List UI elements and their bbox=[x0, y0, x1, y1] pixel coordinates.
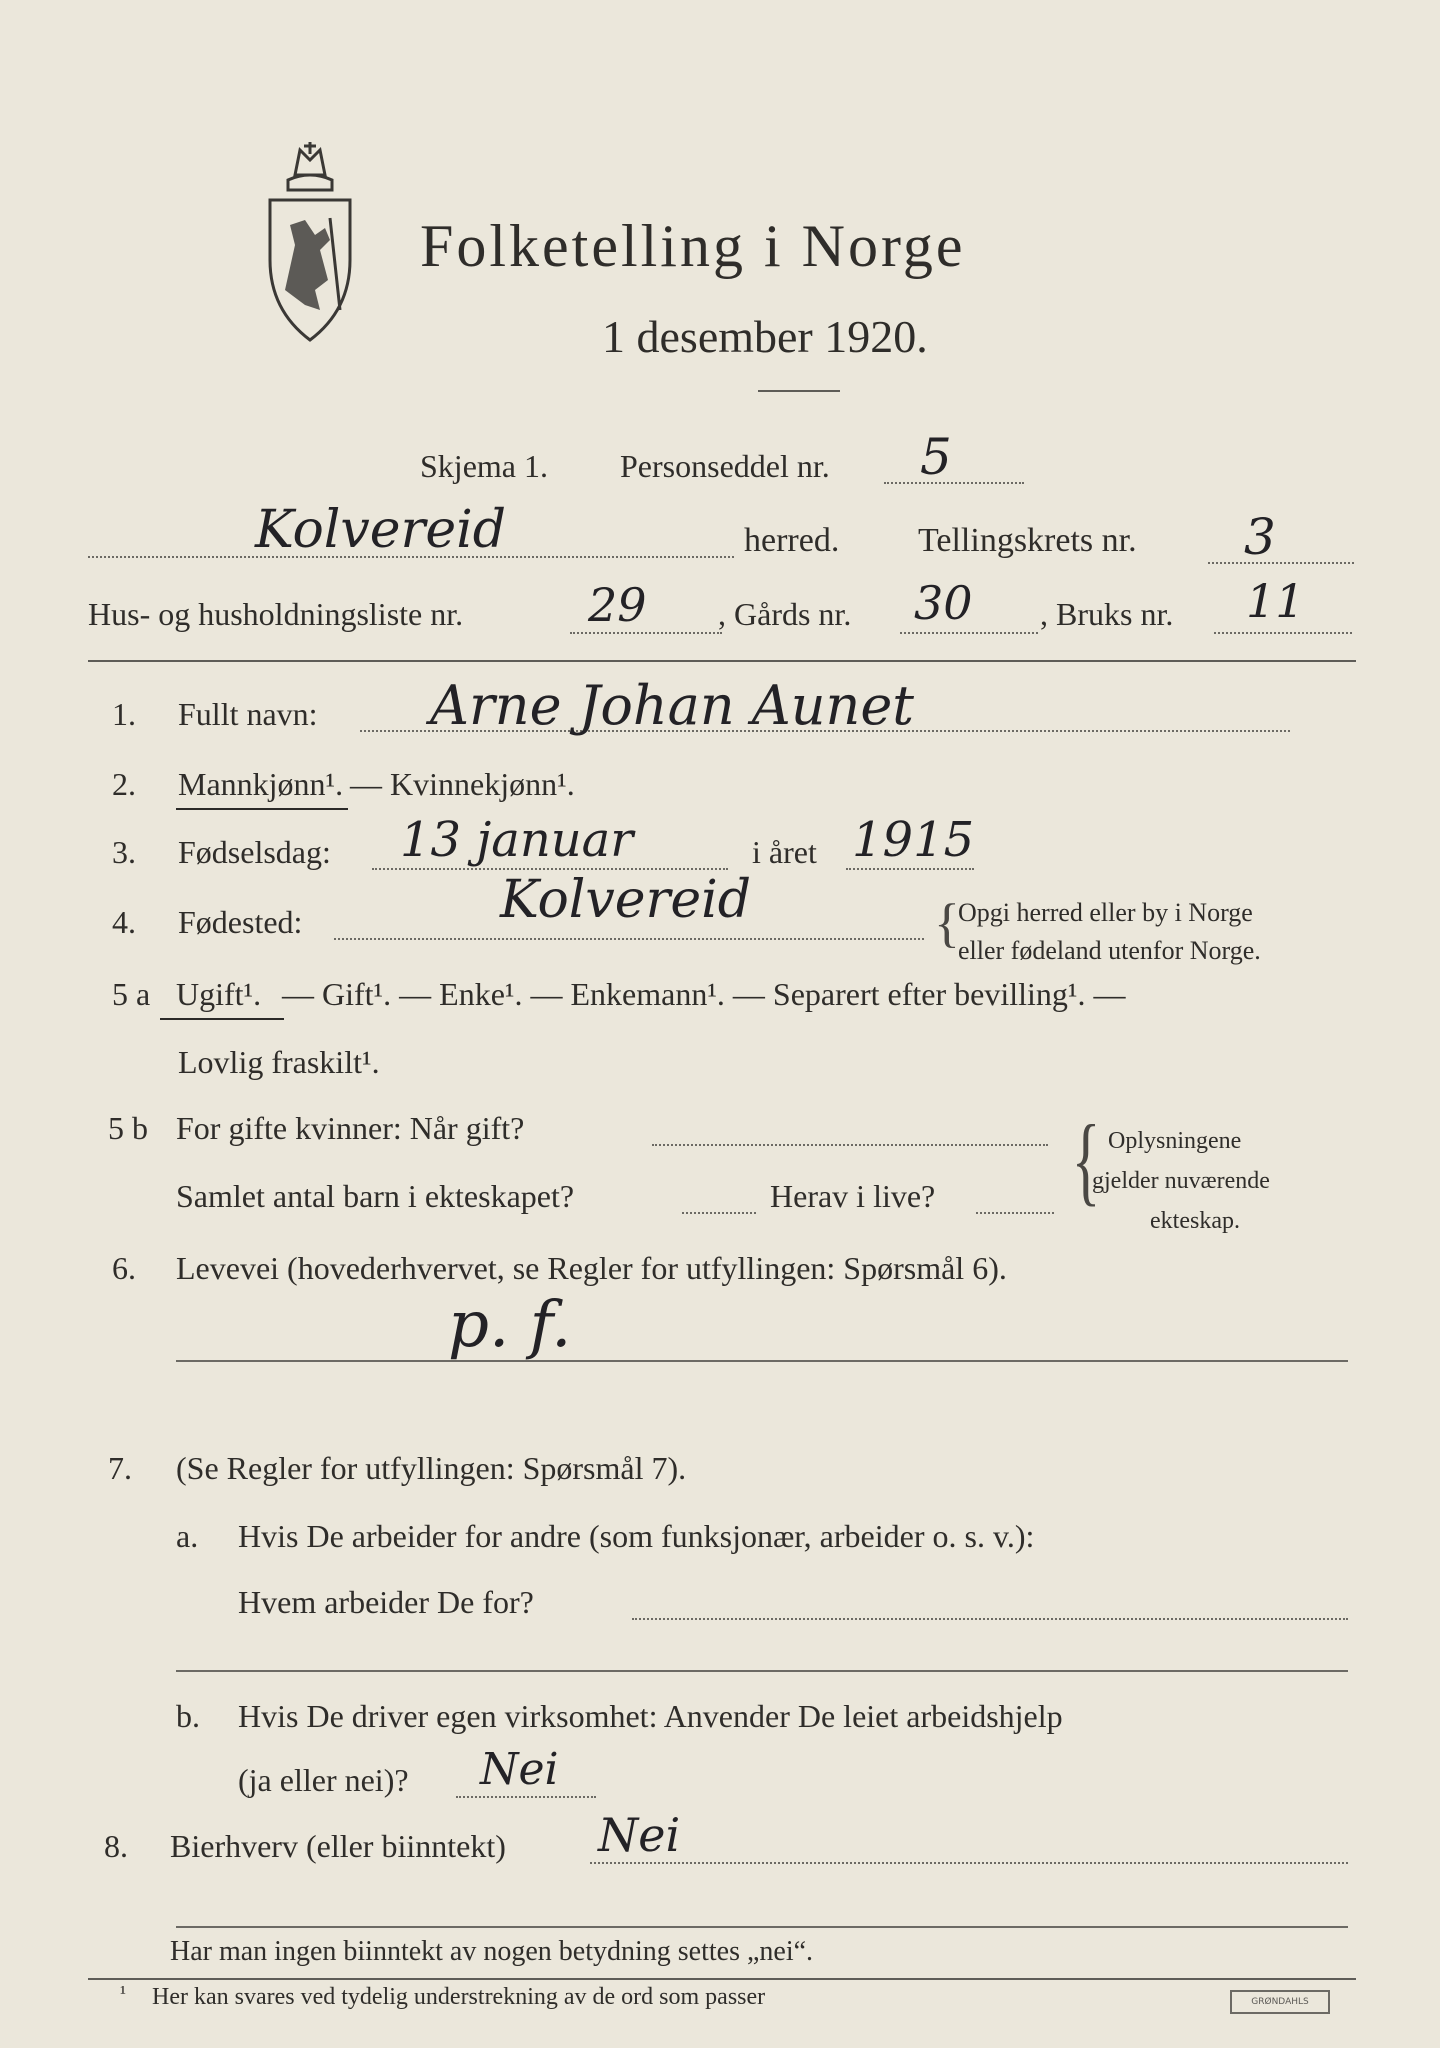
q7b-line2: (ja eller nei)? bbox=[238, 1762, 409, 1798]
q5b-children-label: Samlet antal barn i ekteskapet? bbox=[176, 1178, 575, 1214]
q5b-note-line3: ekteskap. bbox=[1150, 1208, 1240, 1234]
male-underline bbox=[176, 808, 348, 810]
q1-number: 1. bbox=[112, 696, 136, 732]
q5b-alive-label: Herav i live? bbox=[770, 1178, 936, 1214]
q3-year-label: i året bbox=[752, 834, 817, 870]
tellingskrets-value[interactable]: 3 bbox=[1244, 508, 1276, 566]
herred-value[interactable]: Kolvereid bbox=[255, 500, 507, 560]
q8-label: Bierhverv (eller biinntekt) bbox=[170, 1828, 506, 1864]
birthyear-value[interactable]: 1915 bbox=[852, 812, 975, 868]
q7a-line2: Hvem arbeider De for? bbox=[238, 1584, 534, 1620]
q7a-number: a. bbox=[176, 1518, 199, 1554]
q7b-dots bbox=[456, 1796, 596, 1798]
q5b-brace: { bbox=[1071, 1104, 1101, 1215]
q7a-line1: Hvis De arbeider for andre (som funksjonær, arbeider o. s. v.): bbox=[238, 1518, 1035, 1554]
q5b-number: 5 b bbox=[108, 1110, 148, 1146]
hus-value[interactable]: 29 bbox=[588, 578, 647, 632]
q8-number: 8. bbox=[104, 1828, 128, 1864]
hired-help-value[interactable]: Nei bbox=[480, 1744, 559, 1795]
occupation-value[interactable]: p. f. bbox=[448, 1288, 572, 1362]
bruks-label: , Bruks nr. bbox=[1040, 596, 1174, 632]
footer-divider bbox=[88, 1978, 1356, 1980]
q4-note-line2: eller fødeland utenfor Norge. bbox=[958, 936, 1261, 965]
q4-label: Fødested: bbox=[178, 904, 303, 940]
q5b-children-dots bbox=[682, 1212, 756, 1214]
q7b-number: b. bbox=[176, 1698, 200, 1734]
q6-number: 6. bbox=[112, 1250, 136, 1286]
gards-value[interactable]: 30 bbox=[914, 576, 973, 630]
form-title: Folketelling i Norge bbox=[420, 213, 966, 279]
personseddel-dots bbox=[884, 482, 1024, 484]
unmarried-underline bbox=[160, 1018, 284, 1020]
q6-label: Levevei (hovederhvervet, se Regler for utfyllingen: Spørsmål 6). bbox=[176, 1250, 1007, 1286]
full-name-value[interactable]: Arne Johan Aunet bbox=[430, 674, 914, 737]
q8-dots bbox=[590, 1862, 1348, 1864]
unmarried-option[interactable]: Ugift¹. bbox=[176, 976, 262, 1012]
q4-number: 4. bbox=[112, 904, 136, 940]
q5a-number: 5 a bbox=[112, 976, 151, 1012]
q5b-note-line1: Oplysningene bbox=[1108, 1128, 1242, 1154]
q7-number: 7. bbox=[108, 1450, 132, 1486]
birthdate-value[interactable]: 13 januar bbox=[400, 812, 634, 868]
q8-answer-line bbox=[176, 1926, 1348, 1928]
gards-dots bbox=[900, 632, 1038, 634]
footnote-text: Her kan svares ved tydelig understrekning av de ord som passer bbox=[152, 1984, 766, 2010]
personseddel-value[interactable]: 5 bbox=[920, 428, 952, 486]
side-income-value[interactable]: Nei bbox=[598, 1808, 681, 1862]
printer-stamp bbox=[1230, 1990, 1330, 2014]
q5b-line1: For gifte kvinner: Når gift? bbox=[176, 1110, 525, 1146]
q2-number: 2. bbox=[112, 766, 136, 802]
female-option[interactable]: — Kvinnekjønn¹. bbox=[350, 766, 575, 802]
footer-note: Har man ingen biinntekt av nogen betydning settes „nei“. bbox=[170, 1936, 814, 1967]
q4-brace: { bbox=[934, 893, 960, 953]
q4-note-line1: Opgi herred eller by i Norge bbox=[958, 898, 1253, 927]
q6-answer-line bbox=[176, 1360, 1348, 1362]
hus-label: Hus- og husholdningsliste nr. bbox=[88, 596, 464, 632]
q3-year-dots bbox=[846, 868, 974, 870]
tellingskrets-dots bbox=[1208, 562, 1354, 564]
divorced-option[interactable]: Lovlig fraskilt¹. bbox=[178, 1044, 380, 1080]
skjema-label: Skjema 1. bbox=[420, 448, 548, 484]
census-date: 1 desember 1920. bbox=[602, 311, 928, 362]
q7-label: (Se Regler for utfyllingen: Spørsmål 7). bbox=[176, 1450, 687, 1486]
bruks-dots bbox=[1214, 632, 1352, 634]
birthplace-value[interactable]: Kolvereid bbox=[500, 870, 752, 930]
q7a-employer-dots bbox=[632, 1618, 1348, 1620]
title-divider bbox=[758, 390, 840, 392]
q3-label: Fødselsdag: bbox=[178, 834, 331, 870]
norwegian-coat-of-arms-icon bbox=[250, 140, 370, 350]
header-divider bbox=[88, 660, 1356, 662]
marital-options[interactable]: — Gift¹. — Enke¹. — Enkemann¹. — Separert efter bevilling¹. — bbox=[282, 976, 1126, 1012]
q1-label: Fullt navn: bbox=[178, 696, 318, 732]
personseddel-label: Personseddel nr. bbox=[620, 448, 830, 484]
hus-dots bbox=[570, 632, 722, 634]
footnote-mark: ¹ bbox=[120, 1982, 126, 2004]
q5b-alive-dots bbox=[976, 1212, 1054, 1214]
male-option[interactable]: Mannkjønn¹. bbox=[178, 766, 344, 802]
printer-stamp-text: GRØNDAHLS bbox=[1251, 1997, 1309, 2007]
gards-label: , Gårds nr. bbox=[718, 596, 852, 632]
bruks-value[interactable]: 11 bbox=[1246, 574, 1305, 628]
q7a-answer-line bbox=[176, 1670, 1348, 1672]
q5b-note-line2: gjelder nuværende bbox=[1092, 1168, 1270, 1194]
q4-dots bbox=[334, 938, 924, 940]
q5b-married-dots bbox=[652, 1144, 1048, 1146]
tellingskrets-label: Tellingskrets nr. bbox=[918, 522, 1137, 559]
herred-label: herred. bbox=[744, 522, 840, 559]
q3-number: 3. bbox=[112, 834, 136, 870]
q7b-line1: Hvis De driver egen virksomhet: Anvender De leiet arbeidshjelp bbox=[238, 1698, 1063, 1734]
